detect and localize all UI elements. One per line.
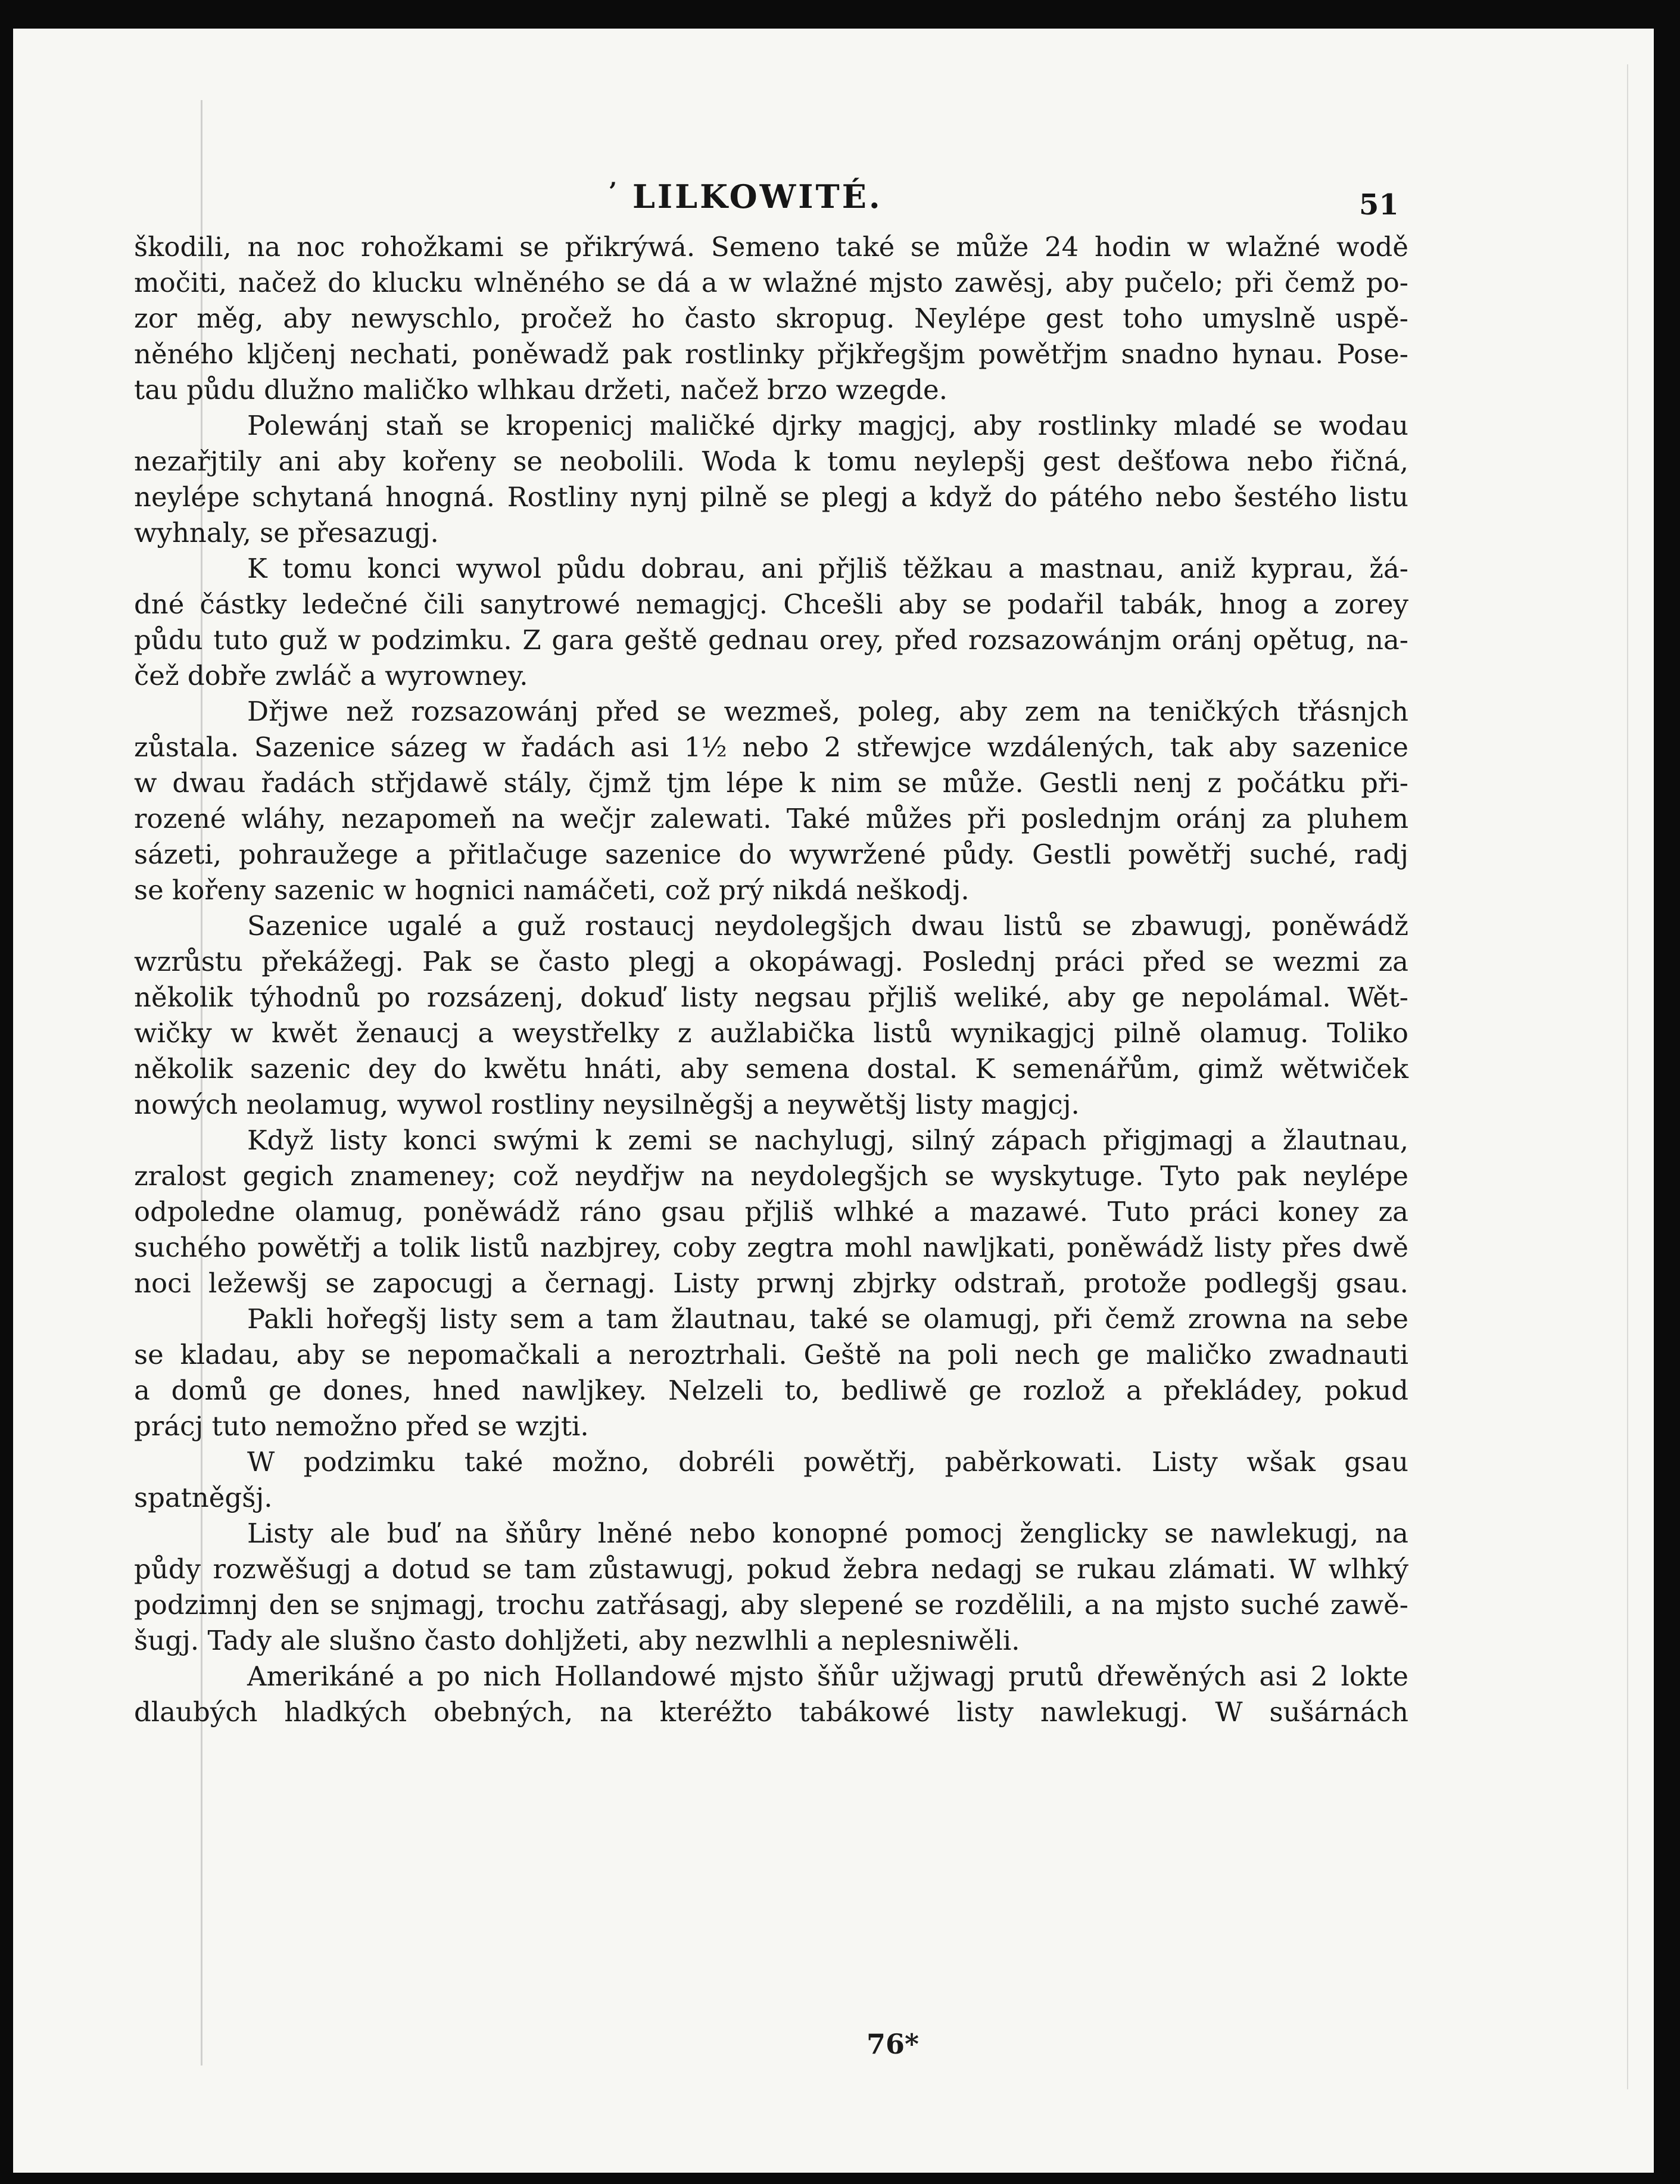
text-line: Sazenice ugalé a guž rostaucj neydolegšjch dwau listů se zbawugj, poněwádž: [247, 910, 1408, 942]
signature-mark: 76*: [867, 2028, 920, 2060]
text-line: odpoledne olamug, poněwádž ráno gsau přjliš wlhké a mazawé. Tuto práci koney za: [134, 1196, 1408, 1227]
text-line: wyhnaly, se přesazugj.: [134, 517, 439, 549]
text-line: škodili, na noc rohožkami se přikrýwá. Semeno také se může 24 hodin w wlažné wodě: [134, 231, 1408, 263]
running-head-title: LILKOWITÉ.: [632, 177, 883, 216]
text-line: spatněgšj.: [134, 1482, 273, 1513]
text-line: něného kljčenj nechati, poněwadž pak rostlinky přjkřegšjm powětřjm snadno hynau. Pose-: [134, 338, 1408, 370]
text-line: sázeti, pohraužege a přitlačuge sazenice do wywržené půdy. Gestli powětřj suché, radj: [134, 839, 1408, 870]
text-line: dné částky ledečné čili sanytrowé nemagjcj. Chcešli aby se podařil tabák, hnog a zorey: [134, 588, 1408, 620]
text-line: se kladau, aby se nepomačkali a neroztrhali. Geště na poli nech ge maličko zwadnauti: [134, 1339, 1408, 1370]
text-line: suchého powětřj a tolik listů nazbjrey, coby zegtra mohl nawljkati, poněwádž listy přes dwě: [134, 1232, 1408, 1263]
running-head: [609, 177, 883, 216]
text-line: noci ležewšj se zapocugj a černagj. Listy prwnj zbjrky odstraň, protože podlegšj gsau.: [134, 1267, 1408, 1299]
text-line: Listy ale buď na šňůry lněné nebo konopné pomocj ženglicky se nawlekugj, na: [247, 1518, 1408, 1549]
text-line: podzimnj den se snjmagj, trochu zatřásagj, aby slepené se rozdělili, a na mjsto suché zawě-: [134, 1589, 1408, 1621]
text-line: několik týhodnů po rozsázenj, dokuď listy negsau přjliš weliké, aby ge nepolámal. Wět-: [134, 982, 1408, 1013]
text-line: W podzimku také možno, dobréli powětřj, paběrkowati. Listy wšak gsau: [247, 1446, 1408, 1478]
text-line: K tomu konci wywol půdu dobrau, ani přjliš těžkau a mastnau, aniž kyprau, žá-: [247, 553, 1408, 584]
text-line: tau půdu dlužno maličko wlhkau držeti, načež brzo wzegde.: [134, 374, 947, 406]
running-head-tick: ’: [609, 177, 619, 205]
text-line: prácj tuto nemožno před se wzjti.: [134, 1410, 589, 1442]
page-number: 51: [1359, 188, 1399, 222]
text-line: wičky w kwět ženaucj a weystřelky z aužlabička listů wynikagjcj pilně olamug. Toliko: [134, 1017, 1408, 1049]
text-line: půdu tuto guž w podzimku. Z gara geště gednau orey, před rozsazowánjm oránj opětug, na-: [134, 624, 1408, 656]
body-text: [134, 229, 1408, 1730]
text-line: močiti, načež do klucku wlněného se dá a w wlažné mjsto zawěsj, aby pučelo; při čemž po-: [134, 267, 1408, 298]
text-line: dlaubých hladkých obebných, na kteréžto tabákowé listy nawlekugj. W sušárnách: [134, 1696, 1408, 1728]
text-line: wzrůstu překážegj. Pak se často plegj a okopáwagj. Poslednj práci před se wezmi za: [134, 946, 1408, 977]
text-line: čež dobře zwláč a wyrowney.: [134, 660, 528, 691]
text-line: rozené wláhy, nezapomeň na wečjr zalewati. Také můžes při poslednjm oránj za pluhem: [134, 803, 1408, 834]
text-line: Amerikáné a po nich Hollandowé mjsto šňůr užjwagj prutů dřewěných asi 2 lokte: [247, 1660, 1408, 1692]
text-line: Pakli hořegšj listy sem a tam žlautnau, také se olamugj, při čemž zrowna na sebe: [247, 1303, 1408, 1335]
text-line: zůstala. Sazenice sázeg w řadách asi 1½ nebo 2 střewjce wzdálených, tak aby sazenice: [134, 731, 1408, 763]
text-line: a domů ge dones, hned nawljkey. Nelzeli to, bedliwě ge rozlož a překládey, pokud: [134, 1375, 1408, 1406]
text-line: Dřjwe než rozsazowánj před se wezmeš, poleg, aby zem na teničkých třásnjch: [247, 696, 1408, 727]
text-line: Když listy konci swými k zemi se nachylugj, silný zápach přigjmagj a žlautnau,: [247, 1124, 1408, 1156]
text-line: nezařjtily ani aby kořeny se neobolili. Woda k tomu neylepšj gest dešťowa nebo řičná,: [134, 445, 1408, 477]
text-line: zralost gegich znameney; což neydřjw na neydolegšjch se wyskytuge. Tyto pak neylépe: [134, 1160, 1408, 1192]
text-line: nowých neolamug, wywol rostliny neysilněgšj a neywětšj listy magjcj.: [134, 1089, 1080, 1120]
page-edge-shadow: [1627, 64, 1632, 2089]
text-line: neylépe schytaná hnogná. Rostliny nynj pilně se plegj a když do pátého nebo šestého listu: [134, 481, 1408, 513]
text-line: w dwau řadách střjdawě stály, čjmž tjm lépe k nim se může. Gestli nenj z počátku při-: [134, 767, 1408, 799]
text-line: zor měg, aby newyschlo, pročež ho často skropug. Neylépe gest toho umyslně uspě-: [134, 303, 1408, 334]
text-line: několik sazenic dey do kwětu hnáti, aby semena dostal. K semenářům, gimž wětwiček: [134, 1053, 1408, 1085]
text-line: půdy rozwěšugj a dotud se tam zůstawugj, pokud žebra nedagj se rukau zlámati. W wlhký: [134, 1553, 1408, 1585]
text-line: Polewánj staň se kropenicj maličké djrky magjcj, aby rostlinky mladé se wodau: [247, 410, 1408, 441]
text-line: se kořeny sazenic w hognici namáčeti, což prý nikdá neškodj.: [134, 874, 970, 906]
text-line: šugj. Tady ale slušno často dohljžeti, aby nezwlhli a neplesniwěli.: [134, 1625, 1020, 1656]
